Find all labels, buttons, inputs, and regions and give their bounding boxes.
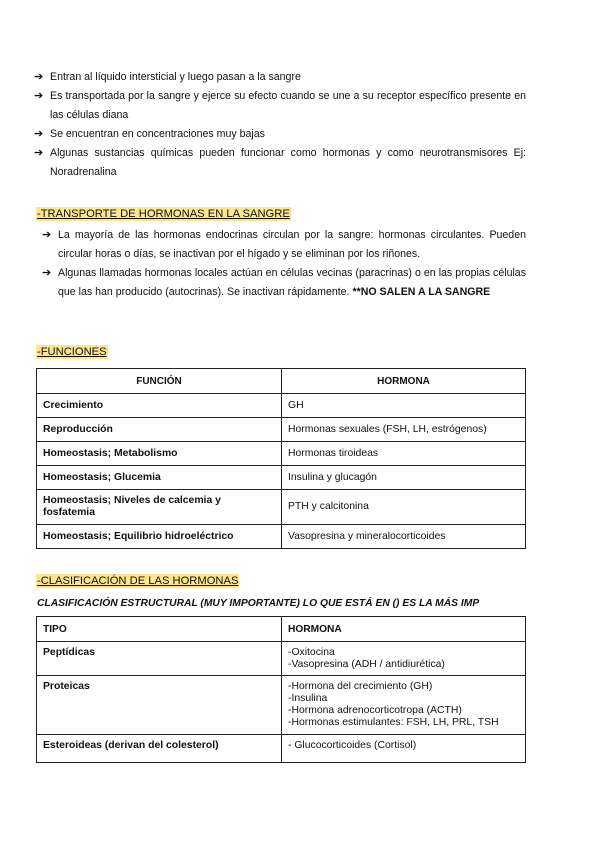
hormone-line: -Hormona adrenocorticotropa (ACTH) bbox=[288, 705, 462, 716]
hormona-cell bbox=[282, 676, 526, 735]
classification-table bbox=[36, 616, 526, 763]
list-item: ➔ Algunas sustancias químicas pueden funcionar como hormonas y como neurotransmisores Ej: Noradrenalina bbox=[50, 144, 526, 182]
table-row bbox=[37, 442, 526, 466]
arrow-icon: ➔ bbox=[42, 229, 52, 241]
column-header: FUNCIÓN bbox=[37, 369, 282, 394]
table-header-row bbox=[37, 369, 526, 394]
funcion-cell: Homeostasis; Niveles de calcemia y fosfatemia bbox=[37, 490, 282, 525]
hormona-cell bbox=[282, 735, 526, 763]
tipo-cell: Esteroideas (derivan del colesterol) bbox=[37, 735, 282, 763]
intro-bullet-list bbox=[34, 68, 526, 182]
hormone-line: -Vasopresina (ADH / antidiurética) bbox=[288, 659, 445, 670]
column-header: HORMONA bbox=[282, 369, 526, 394]
classification-subheading: CLASIFICACIÓN ESTRUCTURAL (MUY IMPORTANTE) LO QUE ESTÁ EN () ES LA MÁS IMP bbox=[37, 598, 480, 609]
functions-table bbox=[36, 368, 526, 549]
arrow-icon: ➔ bbox=[34, 147, 44, 159]
hormona-cell: Insulina y glucagón bbox=[282, 466, 526, 490]
tipo-cell: Peptídicas bbox=[37, 642, 282, 676]
list-item: ➔ Entran al líquido intersticial y luego pasan a la sangre bbox=[50, 68, 526, 87]
table-row bbox=[37, 642, 526, 676]
hormone-line: -Insulina bbox=[288, 693, 328, 704]
hormona-cell: PTH y calcitonina bbox=[282, 490, 526, 525]
funcion-cell: Homeostasis; Glucemia bbox=[37, 466, 282, 490]
arrow-icon: ➔ bbox=[42, 267, 52, 279]
list-item: ➔ Se encuentran en concentraciones muy bajas bbox=[50, 125, 526, 144]
arrow-icon: ➔ bbox=[34, 71, 44, 83]
table-row bbox=[37, 525, 526, 549]
list-item: ➔ La mayoría de las hormonas endocrinas circulan por la sangre: hormonas circulantes. Pueden circular horas o días, se inactivan por el hígado y se eliminan por los riñones. bbox=[58, 226, 526, 264]
hormona-cell: GH bbox=[282, 394, 526, 418]
table-row bbox=[37, 676, 526, 735]
hormona-cell: Hormonas tiroideas bbox=[282, 442, 526, 466]
hormona-cell: Hormonas sexuales (FSH, LH, estrógenos) bbox=[282, 418, 526, 442]
table-row bbox=[37, 394, 526, 418]
transport-bullet-list bbox=[42, 226, 526, 302]
hormona-cell: Vasopresina y mineralocorticoides bbox=[282, 525, 526, 549]
hormone-line: - Glucocorticoides (Cortisol) bbox=[288, 740, 417, 751]
funcion-cell: Homeostasis; Metabolismo bbox=[37, 442, 282, 466]
funcion-cell: Crecimiento bbox=[37, 394, 282, 418]
hormone-line: -Hormona del crecimiento (GH) bbox=[288, 681, 433, 692]
funcion-cell: Reproducción bbox=[37, 418, 282, 442]
table-row bbox=[37, 735, 526, 763]
column-header: HORMONA bbox=[282, 617, 526, 642]
bold-note: **NO SALEN A LA SANGRE bbox=[349, 286, 491, 298]
list-item: ➔ Es transportada por la sangre y ejerce su efecto cuando se une a su receptor específico presente en las células diana bbox=[50, 87, 526, 125]
arrow-icon: ➔ bbox=[34, 90, 44, 102]
list-item: ➔ Algunas llamadas hormonas locales actúan en células vecinas (paracrinas) o en las propias células que las han producido (autocrinas). Se inactivan rápidamente. **NO SALEN A LA SANGRE bbox=[58, 264, 526, 302]
hormone-line: -Hormonas estimulantes: FSH, LH, PRL, TSH bbox=[288, 717, 499, 728]
table-row bbox=[37, 418, 526, 442]
tipo-cell: Proteicas bbox=[37, 676, 282, 735]
hormone-line: -Oxitocina bbox=[288, 647, 335, 658]
functions-section-heading: -FUNCIONES bbox=[37, 346, 107, 358]
arrow-icon: ➔ bbox=[34, 128, 44, 140]
column-header: TIPO bbox=[37, 617, 282, 642]
transport-section-heading: -TRANSPORTE DE HORMONAS EN LA SANGRE bbox=[37, 208, 290, 220]
hormona-cell bbox=[282, 642, 526, 676]
table-row bbox=[37, 466, 526, 490]
funcion-cell: Homeostasis; Equilibrio hidroeléctrico bbox=[37, 525, 282, 549]
table-row bbox=[37, 490, 526, 525]
classification-section-heading: -CLASIFICACIÓN DE LAS HORMONAS bbox=[37, 575, 239, 587]
table-header-row bbox=[37, 617, 526, 642]
